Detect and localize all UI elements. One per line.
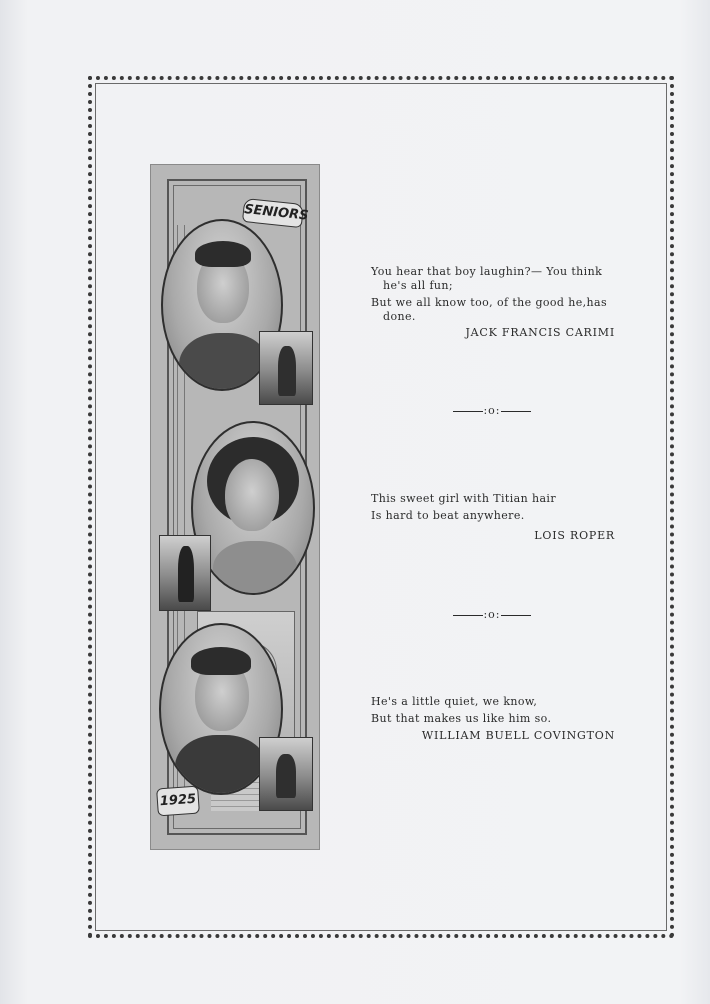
divider-rule [501,411,531,412]
year-banner: 1925 [156,786,200,817]
snapshot-photo-2 [159,535,211,611]
verse-line: You hear that boy laughin?— You think [371,265,603,278]
verse-line: Is hard to beat anywhere. [371,509,525,522]
portrait-face [225,459,279,531]
divider-rule [501,615,531,616]
portrait-body [179,333,269,391]
senior-photo-strip [150,164,320,850]
section-divider [446,608,538,621]
verse-line: he's all fun; [383,279,453,292]
verse-line: done. [383,310,416,323]
senior-name: LOIS ROPER [534,529,615,542]
verse-entry-3 [371,695,621,743]
snapshot-figure [178,546,194,602]
verse-entry-2 [371,492,621,543]
divider-rule [453,411,483,412]
snapshot-photo-3 [259,737,313,811]
verse-line: This sweet girl with Titian hair [371,492,556,505]
section-divider [446,404,538,417]
snapshot-figure [276,754,296,798]
portrait-body [213,541,297,595]
divider-ornament: :o: [483,404,501,417]
portrait-hair [191,647,251,675]
portrait-hair [195,241,251,267]
verse-entry-1 [371,265,621,340]
senior-name: WILLIAM BUELL COVINGTON [421,729,615,742]
senior-name: JACK FRANCIS CARIMI [465,326,615,339]
verse-line: But we all know too, of the good he,has [371,296,608,309]
divider-rule [453,615,483,616]
seniors-banner: SENIORS [242,198,304,228]
divider-ornament: :o: [483,608,501,621]
verse-line: But that makes us like him so. [371,712,552,725]
snapshot-figure [278,346,296,396]
verse-line: He's a little quiet, we know, [371,695,538,708]
snapshot-photo-1 [259,331,313,405]
